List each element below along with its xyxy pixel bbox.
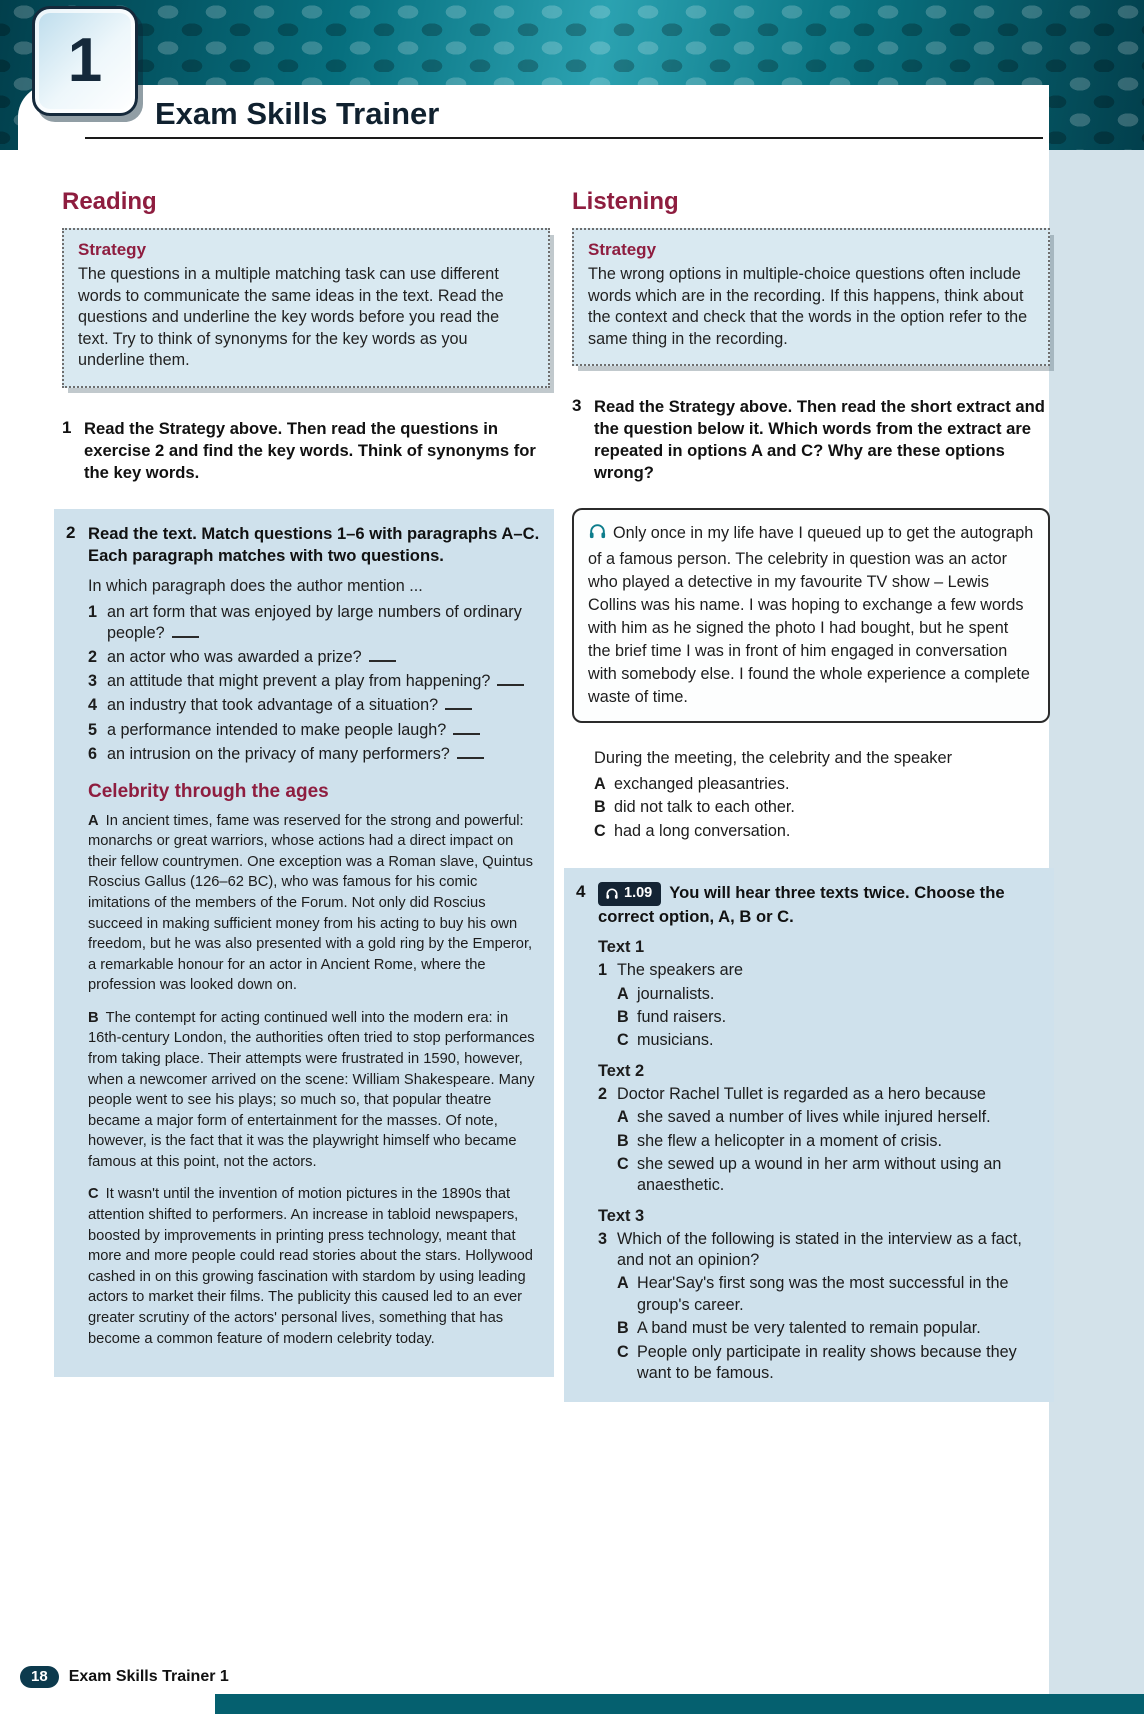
- exercise-3: [572, 396, 1050, 484]
- option-row: [617, 984, 1042, 1005]
- option-text: musicians.: [637, 1031, 714, 1050]
- article-paragraph: [88, 1008, 542, 1173]
- question-row: [88, 695, 542, 716]
- exercise-number: 2: [66, 523, 76, 543]
- question-text: The speakers are: [617, 961, 743, 980]
- question-text: Doctor Rachel Tullet is regarded as a hero because: [617, 1084, 986, 1103]
- option-list: [617, 984, 1042, 1052]
- option-list: [617, 1107, 1042, 1197]
- question-text: Which of the following is stated in the interview as a fact, and not an opinion?: [617, 1229, 1022, 1270]
- option-text: A band must be very talented to remain popular.: [637, 1319, 981, 1338]
- question-row: [88, 671, 542, 692]
- option-letter: C: [617, 1031, 629, 1050]
- question-number: 4: [88, 696, 98, 715]
- option-text: Hear'Say's first song was the most successful in the group's career.: [637, 1274, 1009, 1314]
- question-number: 5: [88, 720, 98, 739]
- paragraph-text: It wasn't until the invention of motion pictures in the 1890s that attention shifted to performers. An increase in tabloid newspapers, boosted by improvements in printing press technology, meant that more and more people could read stories about the stars. Hollywood cashed in on this growing fascination with stardom by using leading actors to market their films. The publicity this caused led to an ever greater scrutiny of the actors' personal lives, something that has become a common feature of modern celebrity today.: [88, 1186, 533, 1347]
- title-rule: [85, 137, 1043, 139]
- unit-number-badge: [32, 6, 138, 116]
- page-footer: [20, 1666, 229, 1688]
- option-letter: B: [617, 1008, 629, 1027]
- option-letter: C: [594, 821, 606, 840]
- question-row: [88, 720, 542, 741]
- option-row: [594, 821, 1050, 842]
- audio-track-number: 1.09: [624, 885, 653, 902]
- exercise-2-block: [54, 509, 554, 1377]
- question-number: 2: [88, 648, 98, 667]
- option-text: journalists.: [637, 984, 715, 1003]
- question-number: 1: [598, 961, 608, 980]
- text-group-label: Text 2: [598, 1061, 645, 1080]
- article-title: Celebrity through the ages: [88, 780, 329, 802]
- option-row: [594, 797, 1050, 818]
- exercise-4-content: [598, 938, 1042, 1384]
- answer-blank: [172, 623, 199, 638]
- exercise-number: 3: [572, 396, 582, 416]
- option-letter: A: [617, 1274, 629, 1293]
- reading-strategy-box: [62, 228, 550, 388]
- option-letter: B: [617, 1319, 629, 1338]
- question-row: [598, 960, 1042, 981]
- question-number: 3: [598, 1229, 608, 1248]
- option-row: [617, 1342, 1042, 1385]
- paragraph-text: In ancient times, fame was reserved for the strong and powerful: monarchs or great warriors, whose actions had a direct impact on their fellow countrymen. One exception was a Roman slave, Quintus Roscius Gallus (126–62 BC), who was famous for his comic imitations of the members of the Forum. Not only did Roscius succeed in making sufficient money from his acting to buy his own freedom, but he was also presented with a gold ring by the Emperor, a remarkable honour for an actor in Ancient Rome, where the profession was looked down on.: [88, 812, 533, 994]
- footer-text: Exam Skills Trainer 1: [68, 1668, 229, 1685]
- question-text: an attitude that might prevent a play from happening?: [107, 671, 524, 692]
- option-letter: C: [617, 1342, 629, 1361]
- paragraph-text: The contempt for acting continued well into the modern era: in 16th-century London, the authorities often tried to stop performances from taking place. Their attempts were frustrated in 1590, however, when a newcomer arrived on the scene: William Shakespeare. Many people went to see his plays; so much so, that popular theatre became a major form of entertainment for the masses. Of note, however, is the fact that it was the playwright himself who became famous at this point, not the actors.: [88, 1009, 535, 1170]
- option-row: [617, 1318, 1042, 1339]
- reading-column: [62, 188, 550, 1377]
- bottom-bar: [215, 1694, 1144, 1714]
- exercise-instruction-text: You will hear three texts twice. Choose the correct option, A, B or C.: [598, 882, 1005, 927]
- option-letter: C: [617, 1154, 629, 1173]
- question-row: [598, 1084, 1042, 1105]
- option-list: [617, 1273, 1042, 1384]
- section-heading-listening: Listening: [572, 188, 679, 215]
- paragraph-letter: A: [88, 812, 99, 829]
- answer-blank: [369, 647, 396, 662]
- listening-strategy-box: [572, 228, 1050, 366]
- option-row: [617, 1273, 1042, 1316]
- unit-number: 1: [67, 26, 103, 95]
- option-text: did not talk to each other.: [614, 798, 795, 817]
- paragraph-letter: C: [88, 1186, 99, 1203]
- question-text: an actor who was awarded a prize?: [107, 647, 396, 668]
- option-letter: B: [617, 1131, 629, 1150]
- question-number: 1: [88, 603, 98, 622]
- exercise-number: 1: [62, 417, 72, 437]
- strategy-body: The questions in a multiple matching task can use different words to communicate the same ideas in the text. Read the questions and underline the key words before you read the text. Try to think of synonyms for the key words as you underline them.: [78, 265, 504, 370]
- option-text: exchanged pleasantries.: [614, 774, 790, 793]
- exercise-4-block: [564, 868, 1054, 1402]
- option-text: had a long conversation.: [614, 821, 791, 840]
- answer-blank: [445, 695, 472, 710]
- option-text: fund raisers.: [637, 1008, 727, 1027]
- text-group-label: Text 1: [598, 938, 645, 957]
- text-group-label: Text 3: [598, 1206, 645, 1225]
- answer-blank: [497, 671, 524, 686]
- option-row: [617, 1131, 1042, 1152]
- question-row: [88, 744, 542, 765]
- page-number-badge: 18: [20, 1666, 59, 1688]
- listening-extract-box: [572, 508, 1050, 723]
- exercise-instruction: [598, 882, 1042, 928]
- exercise-instruction: Read the Strategy above. Then read the short extract and the question below it. Which words from the extract are repeated in options A and C? Why are these options wrong?: [594, 397, 1045, 482]
- strategy-title: Strategy: [588, 240, 657, 259]
- strategy-title: Strategy: [78, 240, 147, 259]
- option-row: [617, 1030, 1042, 1051]
- exercise-number: 4: [576, 881, 586, 901]
- question-number: 6: [88, 744, 98, 763]
- listening-column: [572, 188, 1050, 1402]
- option-text: People only participate in reality shows because they want to be famous.: [637, 1342, 1017, 1382]
- question-row: [88, 647, 542, 668]
- article-paragraph: [88, 1184, 542, 1349]
- question-lead: During the meeting, the celebrity and the speaker: [594, 748, 953, 767]
- paragraph-letter: B: [88, 1009, 99, 1026]
- option-row: [617, 1107, 1042, 1128]
- option-row: [617, 1007, 1042, 1028]
- option-text: she sewed up a wound in her arm without using an anaesthetic.: [637, 1154, 1002, 1195]
- answer-blank: [457, 744, 484, 759]
- question-text: a performance intended to make people laugh?: [107, 720, 480, 741]
- question-text: an industry that took advantage of a situation?: [107, 695, 472, 716]
- audio-track-badge: [598, 882, 661, 906]
- article-paragraph: [88, 811, 542, 996]
- exercise-instruction: Read the text. Match questions 1–6 with paragraphs A–C. Each paragraph matches with two questions.: [88, 524, 540, 566]
- extract-text: Only once in my life have I queued up to get the autograph of a famous person. The celebrity in question was an actor who played a detective in my favourite TV show – Lewis Collins was his name. I was hoping to exchange a few words with him as he signed the photo I had bought, but he spent the brief time I was in front of him engaged in conversation with somebody else. I found the whole experience a complete waste of time.: [588, 523, 1034, 706]
- headphones-icon: [588, 527, 607, 545]
- answer-blank: [453, 720, 480, 735]
- option-letter: A: [617, 1108, 629, 1127]
- exercise-instruction: Read the Strategy above. Then read the questions in exercise 2 and find the key words. Think of synonyms for the key words.: [84, 418, 536, 482]
- option-letter: A: [617, 984, 629, 1003]
- option-row: [617, 1154, 1042, 1197]
- option-letter: B: [594, 798, 606, 817]
- question-row: [88, 602, 542, 644]
- adjacent-page-strip: [1049, 0, 1144, 1694]
- question-number: 2: [598, 1084, 608, 1103]
- option-row: [594, 774, 1050, 795]
- strategy-body: The wrong options in multiple-choice questions often include words which are in the recording. If this happens, think about the context and check that the words in the option refer to the same thing in the recording.: [588, 265, 1028, 348]
- question-text: an art form that was enjoyed by large numbers of ordinary people?: [107, 603, 522, 643]
- question-text: an intrusion on the privacy of many performers?: [107, 744, 484, 765]
- question-number: 3: [88, 672, 98, 691]
- option-text: she flew a helicopter in a moment of crisis.: [637, 1131, 942, 1150]
- section-heading-reading: Reading: [62, 188, 157, 215]
- question-lead: In which paragraph does the author mention ...: [88, 577, 423, 596]
- page-title: Exam Skills Trainer: [155, 96, 440, 131]
- exercise-1: [62, 418, 550, 484]
- question-row: [598, 1229, 1042, 1272]
- option-letter: A: [594, 774, 606, 793]
- option-text: she saved a number of lives while injured herself.: [637, 1108, 991, 1127]
